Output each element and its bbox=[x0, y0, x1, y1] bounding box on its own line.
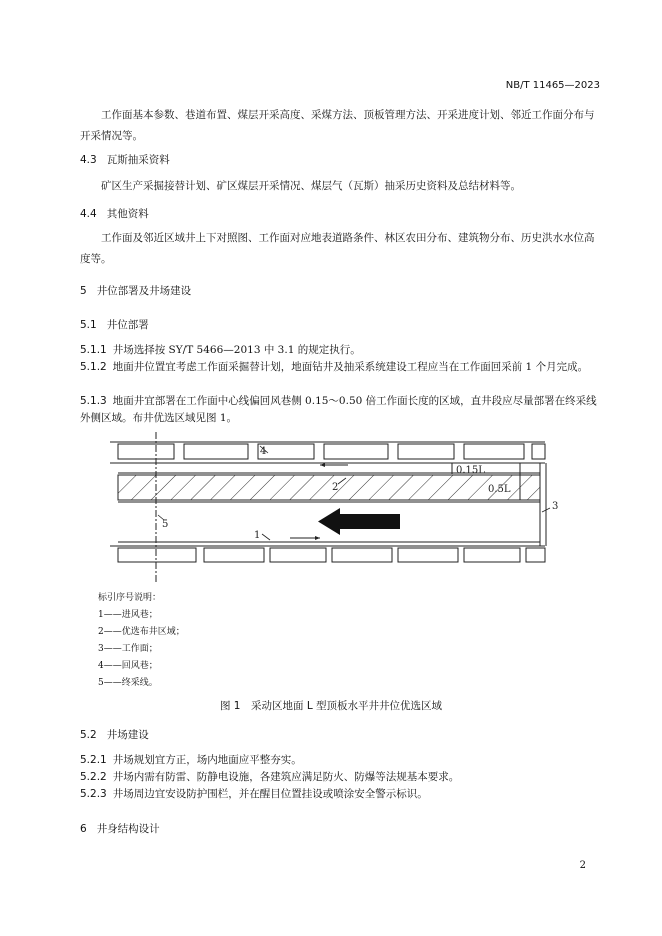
heading-title: 井位部署及井场建设 bbox=[96, 285, 192, 297]
legend-item: 1——进风巷； bbox=[98, 610, 158, 620]
legend-item: 3——工作面； bbox=[98, 644, 158, 654]
clause-5-1-2 bbox=[80, 359, 600, 376]
heading-number: 6 bbox=[80, 823, 87, 835]
clause-text: 井场选择按 SY/T 5466—2013 中 3.1 的规定执行。 bbox=[112, 344, 361, 356]
return-airway-bricks bbox=[110, 442, 545, 459]
mining-direction-arrow bbox=[318, 508, 400, 535]
heading-4-4 bbox=[80, 206, 149, 221]
heading-number: 4.3 bbox=[80, 154, 97, 166]
standard-number: NB/T 11465—2023 bbox=[505, 80, 600, 91]
clause-text: 井场规划宜方正，场内地面应平整夯实。 bbox=[112, 754, 302, 766]
paragraph-work-face-params: 工作面基本参数、巷道布置、煤层开采高度、采煤方法、顶板管理方法、开采进度计划、邻近工作面分布与开采情况等。 bbox=[80, 109, 595, 142]
legend-title: 标引序号说明： bbox=[98, 593, 162, 603]
clause-number: 5.2.1 bbox=[80, 754, 107, 766]
heading-number: 4.4 bbox=[80, 208, 97, 220]
optimal-well-zone bbox=[118, 475, 540, 500]
heading-number: 5.1 bbox=[80, 319, 97, 331]
heading-4-3 bbox=[80, 152, 170, 167]
page-number: 2 bbox=[579, 860, 586, 871]
clause-5-2-1 bbox=[80, 752, 600, 769]
clause-text: 地面井位置宜考虑工作面采掘替计划，地面钻井及抽采系统建设工程应当在工作面回采前 1 个月完成。 bbox=[112, 361, 589, 373]
intake-airway-bricks bbox=[118, 548, 545, 562]
heading-title: 井身结构设计 bbox=[96, 823, 160, 835]
clause-number: 5.2.3 bbox=[80, 788, 107, 800]
label-2: 2 bbox=[332, 482, 339, 493]
paragraph-other-data: 工作面及邻近区域井上下对照图、工作面对应地表道路条件、林区农田分布、建筑物分布、历史洪水水位高度等。 bbox=[80, 232, 595, 265]
label-5: 5 bbox=[162, 519, 169, 530]
clause-number: 5.1.1 bbox=[80, 344, 107, 356]
legend-item: 2——优选布井区域； bbox=[98, 627, 185, 637]
clause-5-1-3 bbox=[80, 393, 600, 427]
dimension-0-5l: 0.5L bbox=[488, 484, 511, 495]
clause-number: 5.1.2 bbox=[80, 361, 107, 373]
heading-5 bbox=[80, 283, 191, 298]
clause-5-2-2 bbox=[80, 769, 600, 786]
heading-title: 瓦斯抽采资料 bbox=[106, 154, 170, 166]
heading-title: 其他资料 bbox=[106, 208, 149, 220]
clause-text: 井场内需有防雷、防静电设施，各建筑应满足防火、防爆等法规基本要求。 bbox=[112, 771, 460, 783]
clause-text: 地面井宜部署在工作面中心线偏回风巷侧 0.15～0.50 倍工作面长度的区域，直井段应尽量部署在终采线外侧区域。布井优选区域见图 1。 bbox=[80, 395, 597, 424]
clause-text: 井场周边宜安设防护围栏，并在醒目位置挂设或喷涂安全警示标识。 bbox=[112, 788, 428, 800]
clause-5-1-1 bbox=[80, 342, 600, 359]
figure-1-diagram bbox=[80, 432, 580, 584]
heading-5-2 bbox=[80, 727, 149, 742]
clause-number: 5.1.3 bbox=[80, 395, 107, 407]
label-1: 1 bbox=[254, 530, 261, 541]
heading-title: 井场建设 bbox=[106, 729, 149, 741]
heading-5-1 bbox=[80, 317, 149, 332]
legend-item: 5——终采线。 bbox=[98, 678, 158, 688]
heading-number: 5 bbox=[80, 285, 87, 297]
heading-number: 5.2 bbox=[80, 729, 97, 741]
label-4: 4 bbox=[260, 446, 267, 457]
heading-6 bbox=[80, 821, 160, 836]
clause-number: 5.2.2 bbox=[80, 771, 107, 783]
legend-item: 4——回风巷； bbox=[98, 661, 158, 671]
label-3: 3 bbox=[552, 501, 559, 512]
heading-title: 井位部署 bbox=[106, 319, 149, 331]
clause-5-2-3 bbox=[80, 786, 600, 803]
paragraph-gas-drainage: 矿区生产采掘接替计划、矿区煤层开采情况、煤层气（瓦斯）抽采历史资料及总结材料等。 bbox=[101, 180, 521, 192]
dimension-0-15l: 0.15L bbox=[456, 465, 485, 476]
figure-caption: 图 1 采动区地面 L 型顶板水平井井位优选区域 bbox=[219, 700, 443, 712]
